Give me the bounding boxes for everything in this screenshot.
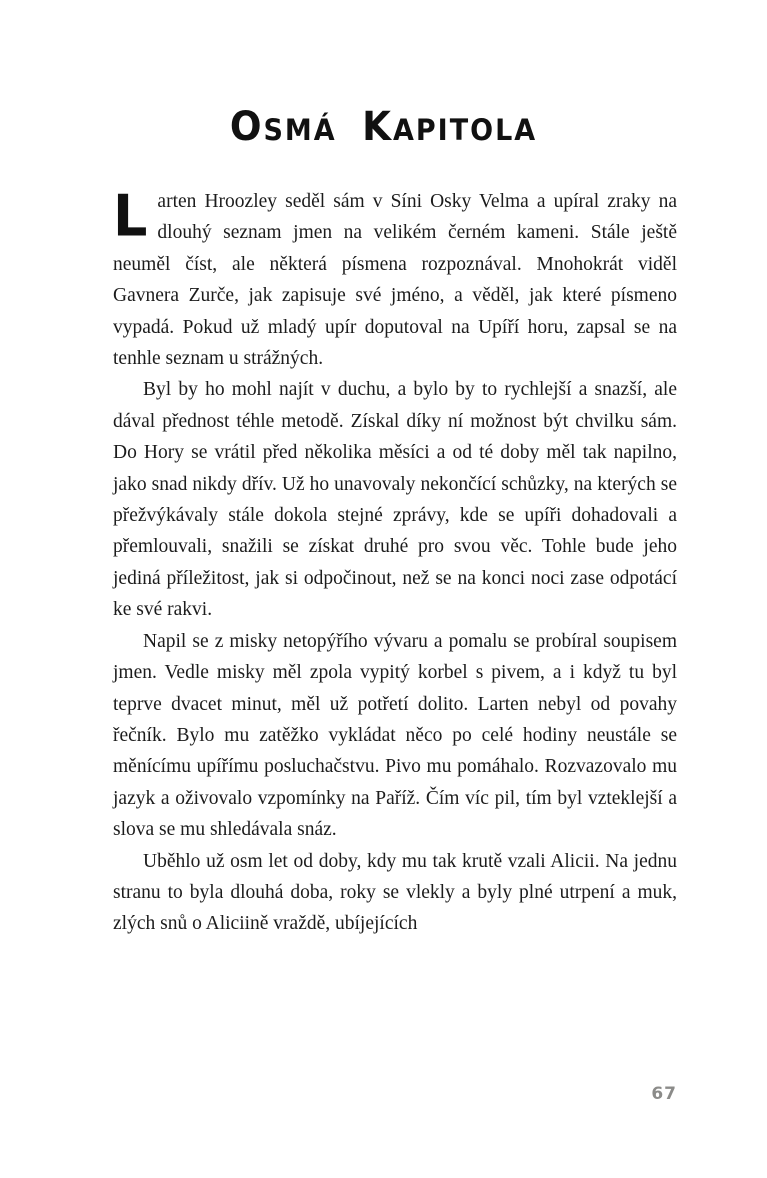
- paragraph-4: Uběhlo už osm let od doby, kdy mu tak krutě vzali Alicii. Na jednu stranu to byla dlouhá doba, roky se vlekly a byly plné utrpení a muk, zlých snů o Aliciině vraždě, ubíjejících: [113, 850, 677, 935]
- paragraph-1-text: arten Hroozley seděl sám v Síni Osky Velma a upíral zraky na dlouhý seznam jmen na velikém černém kameni. Stále ještě neuměl číst, ale některá písmena rozpoznával. Mnohokrát viděl Gavnera Zurče, jak zapisuje své jméno, a věděl, jak které písmeno vypadá. Pokud už mladý upír doputoval na Upíří horu, zapsal se na tenhle seznam u strážných.: [113, 191, 677, 370]
- body-text: [113, 182, 677, 940]
- chapter-title: [0, 102, 767, 150]
- drop-cap: L: [113, 182, 148, 249]
- chapter-title-word-1: OSMÁ: [229, 102, 337, 150]
- chapter-title-word-2: KAPITOLA: [362, 102, 538, 150]
- paragraph-2: Byl by ho mohl najít v duchu, a bylo by to rychlejší a snazší, ale dával přednost téhle metodě. Získal díky ní možnost být chvilku sám. Do Hory se vrátil před několika měsíci a od té doby měl tak napilno, jako snad nikdy dřív. Už ho unavovaly nekončící schůzky, na kterých se přežvýkávaly stále dokola stejné zprávy, kde se upíři dohadovali a přemlouvali, snažili se získat druhé pro svou věc. Tohle bude jeho jediná příležitost, jak si odpočinout, než se na konci noci zase odpotácí ke své rakvi.: [113, 379, 677, 621]
- paragraph-1: [113, 182, 677, 374]
- paragraph-3: Napil se z misky netopýřího vývaru a pomalu se probíral soupisem jmen. Vedle misky měl zpola vypitý korbel s pivem, a i když tu byl teprve dvacet minut, měl už potřetí dolito. Larten nebyl od povahy řečník. Bylo mu zatěžko vykládat něco po celé hodiny neustále se měnícímu upířímu posluchačstvu. Pivo mu pomáhalo. Rozvazovalo mu jazyk a oživovalo vzpomínky na Paříž. Čím víc pil, tím byl vzteklejší a slova se mu shledávala snáz.: [113, 630, 677, 841]
- page-number: 67: [651, 1084, 677, 1104]
